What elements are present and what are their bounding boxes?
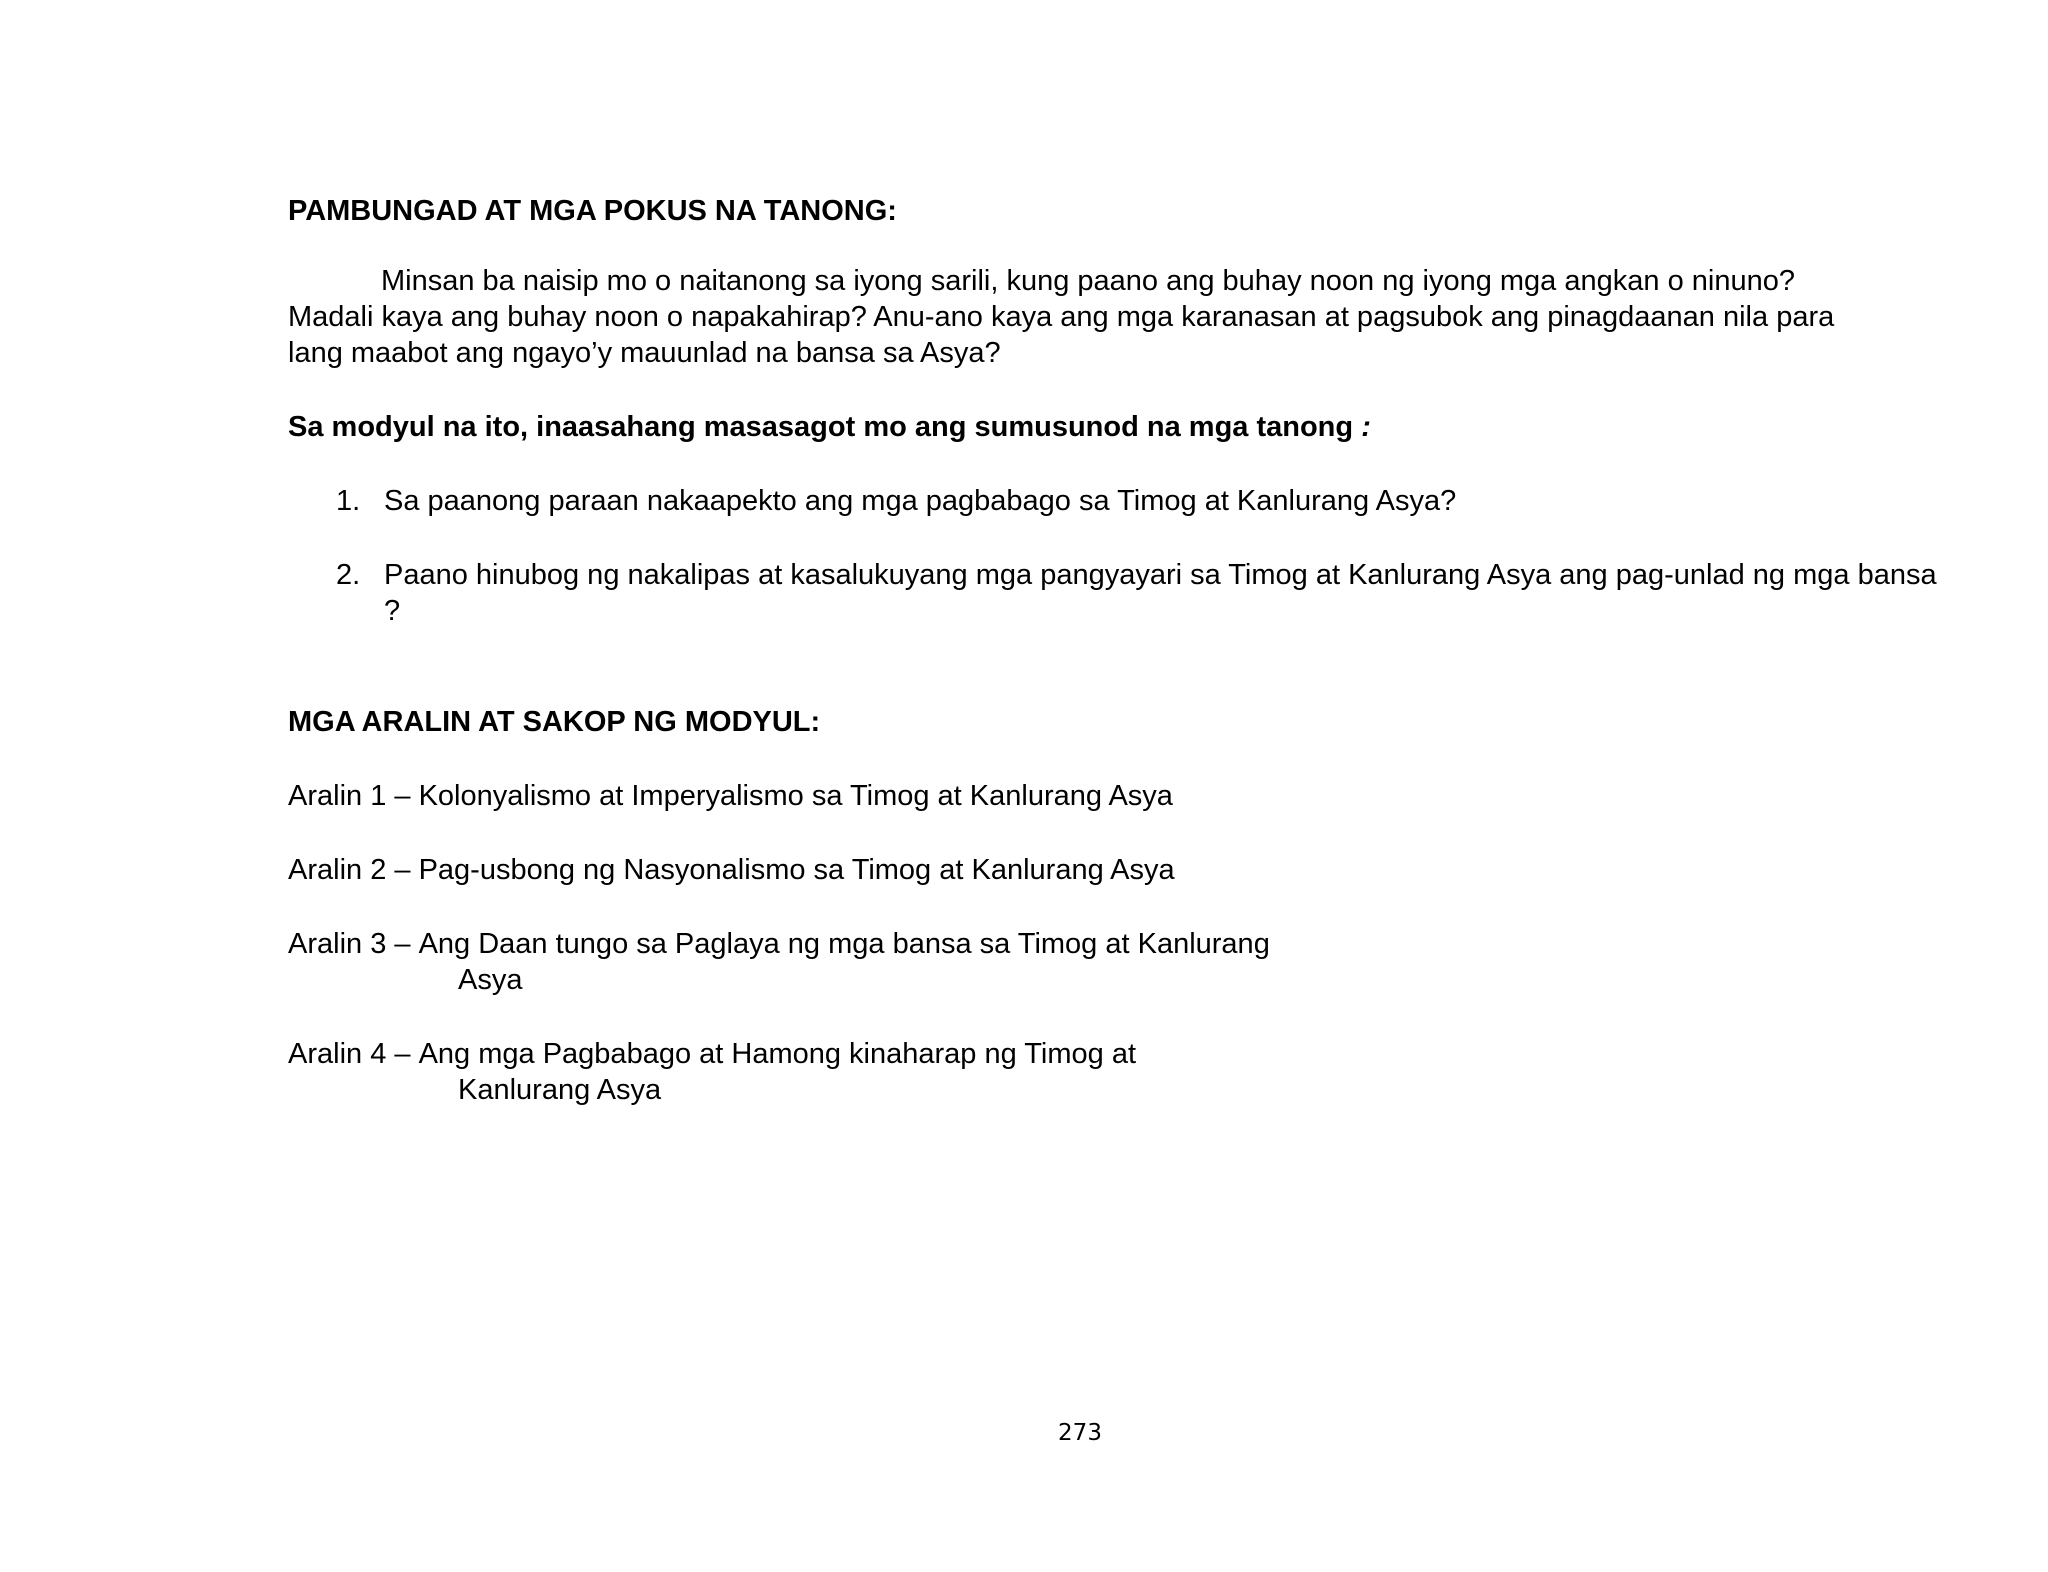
lesson-line	[288, 926, 1848, 962]
question-number: 2.	[336, 559, 361, 591]
page-number: 273	[1058, 1420, 1102, 1446]
lesson-prefix: Aralin 2 –	[288, 854, 419, 886]
lesson-prefix: Aralin 3 –	[288, 928, 419, 960]
list-item	[288, 557, 1944, 629]
questions-intro-colon: :	[1361, 411, 1371, 443]
list-item	[288, 483, 1848, 519]
lesson-title-continued: Kanlurang Asya	[458, 1074, 662, 1106]
lesson-title: Pag-usbong ng Nasyonalismo sa Timog at Kanlurang Asya	[418, 854, 1175, 886]
lesson-item	[288, 778, 1848, 814]
lesson-title: Ang Daan tungo sa Paglaya ng mga bansa sa Timog at Kanlurang	[418, 928, 1270, 960]
page-content	[288, 193, 1937, 1108]
section-heading-pambungad: PAMBUNGAD AT MGA POKUS NA TANONG:	[288, 195, 897, 227]
question-number: 1.	[336, 485, 361, 517]
question-text: Sa paanong paraan nakaapekto ang mga pagbabago sa Timog at Kanlurang Asya?	[384, 485, 1457, 517]
lesson-item	[288, 926, 1848, 998]
lesson-line	[288, 1036, 1848, 1072]
lesson-title: Ang mga Pagbabago at Hamong kinaharap ng Timog at	[418, 1038, 1137, 1070]
lesson-title: Kolonyalismo at Imperyalismo sa Timog at Kanlurang Asya	[418, 780, 1173, 812]
focus-questions-list	[288, 483, 1937, 629]
questions-intro	[288, 409, 1848, 445]
lesson-item	[288, 1036, 1848, 1108]
intro-paragraph: Minsan ba naisip mo o naitanong sa iyong sarili, kung paano ang buhay noon ng iyong mga angkan o ninuno? Madali kaya ang buhay noon o napakahirap? Anu-ano kaya ang mga karanasan at pagsubok ang pinagdaanan nila para lang maabot ang ngayo’y mauunlad na bansa sa Asya?	[288, 265, 1835, 369]
lesson-item	[288, 852, 1848, 888]
questions-intro-text: Sa modyul na ito, inaasahang masasagot mo ang sumusunod na mga tanong	[288, 411, 1354, 443]
question-text: Paano hinubog ng nakalipas at kasalukuyang mga pangyayari sa Timog at Kanlurang Asya ang pag-unlad ng mga bansa ?	[384, 559, 1937, 627]
lesson-prefix: Aralin 1 –	[288, 780, 419, 812]
section-heading-aralin: MGA ARALIN AT SAKOP NG MODYUL:	[288, 706, 821, 738]
lesson-title-continued: Asya	[458, 964, 523, 996]
lesson-prefix: Aralin 4 –	[288, 1038, 419, 1070]
